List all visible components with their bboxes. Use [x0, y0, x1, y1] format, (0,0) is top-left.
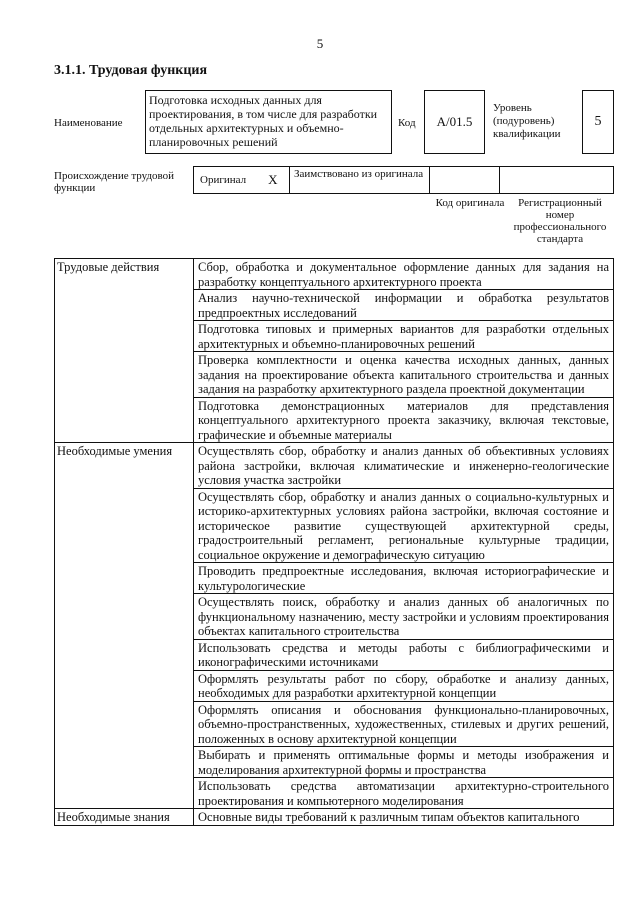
description-cell: Использовать средства и методы работы с библиографическими и иконографическими источниками [194, 639, 614, 670]
description-cell: Анализ научно-технической информации и обработка результатов предпроектных исследований [194, 290, 614, 321]
original-label: Оригинал [200, 174, 247, 186]
page-number: 5 [316, 36, 324, 51]
code-label: Код [398, 117, 416, 129]
table-row [55, 443, 614, 489]
function-name: Подготовка исходных данных для проектирования, в том числе для разработки отдельных архитектурных и объемно-планировочных решений [145, 90, 392, 154]
description-cell: Проводить предпроектные исследования, включая историографические и культурологические [194, 563, 614, 594]
reg-number-cell [499, 166, 614, 194]
category-cell: Необходимые знания [55, 809, 194, 826]
name-label: Наименование [54, 117, 123, 129]
description-cell: Оформлять результаты работ по сбору, обработке и анализу данных, необходимых для разработки архитектурной концепции [194, 670, 614, 701]
borrowed-cell: Заимствовано из оригинала [289, 166, 429, 194]
description-cell: Подготовка типовых и примерных вариантов для разработки отдельных архитектурных и объемно-планировочных решений [194, 321, 614, 352]
description-cell: Осуществлять сбор, обработку и анализ данных об объективных условиях района застройки, включая климатические и инженерно-геологические условия участка застройки [194, 443, 614, 489]
origin-row [193, 166, 614, 194]
description-cell: Выбирать и применять оптимальные формы и методы изображения и моделирования архитектурной формы и пространства [194, 747, 614, 778]
description-cell: Осуществлять сбор, обработку и анализ данных о социально-культурных и историко-архитектурных условиях района застройки, включая состояние и историческое развитие существующей архитектурной среды, градостроительный регламент, региональные культурные традиции, социальное окружение и демографическую ситуацию [194, 488, 614, 563]
description-cell: Оформлять описания и обоснования функционально-планировочных, объемно-пространственных, художественных, стилевых и других решений, положенных в основу архитектурной концепции [194, 701, 614, 747]
category-cell: Необходимые умения [55, 443, 194, 809]
category-cell: Трудовые действия [55, 259, 194, 443]
code-original-label: Код оригинала [435, 197, 505, 209]
code-original-cell [429, 166, 499, 194]
original-cell [193, 166, 289, 194]
original-mark: X [268, 172, 278, 187]
description-cell: Подготовка демонстрационных материалов для представления концептуального архитектурного проекта заказчику, включая текстовые, графические и объемные материалы [194, 397, 614, 443]
origin-label: Происхождение трудовой функции [54, 170, 175, 194]
description-cell: Сбор, обработка и документальное оформление данных для задания на разработку концептуального архитектурного проекта [194, 259, 614, 290]
description-cell: Основные виды требований к различным типам объектов капитального [194, 809, 614, 826]
description-cell: Использовать средства автоматизации архитектурно-строительного проектирования и компьютерного моделирования [194, 778, 614, 809]
reg-number-label: Регистрационный номер профессионального стандарта [513, 197, 607, 245]
table-row [55, 259, 614, 290]
description-cell: Осуществлять поиск, обработку и анализ данных об аналогичных по функциональному назначению, месту застройки и условиям проектирования объектах капитального строительства [194, 594, 614, 640]
code-value: А/01.5 [424, 90, 485, 154]
table-row [55, 809, 614, 826]
level-label: Уровень (подуровень) квалификации [493, 102, 561, 140]
function-table [54, 258, 614, 826]
section-title: 3.1.1. Трудовая функция [54, 63, 208, 78]
level-value: 5 [582, 90, 614, 154]
description-cell: Проверка комплектности и оценка качества исходных данных, данных задания на проектирование объекта капитального строительства и данных задания на разработку архитектурного раздела проектной документации [194, 352, 614, 398]
